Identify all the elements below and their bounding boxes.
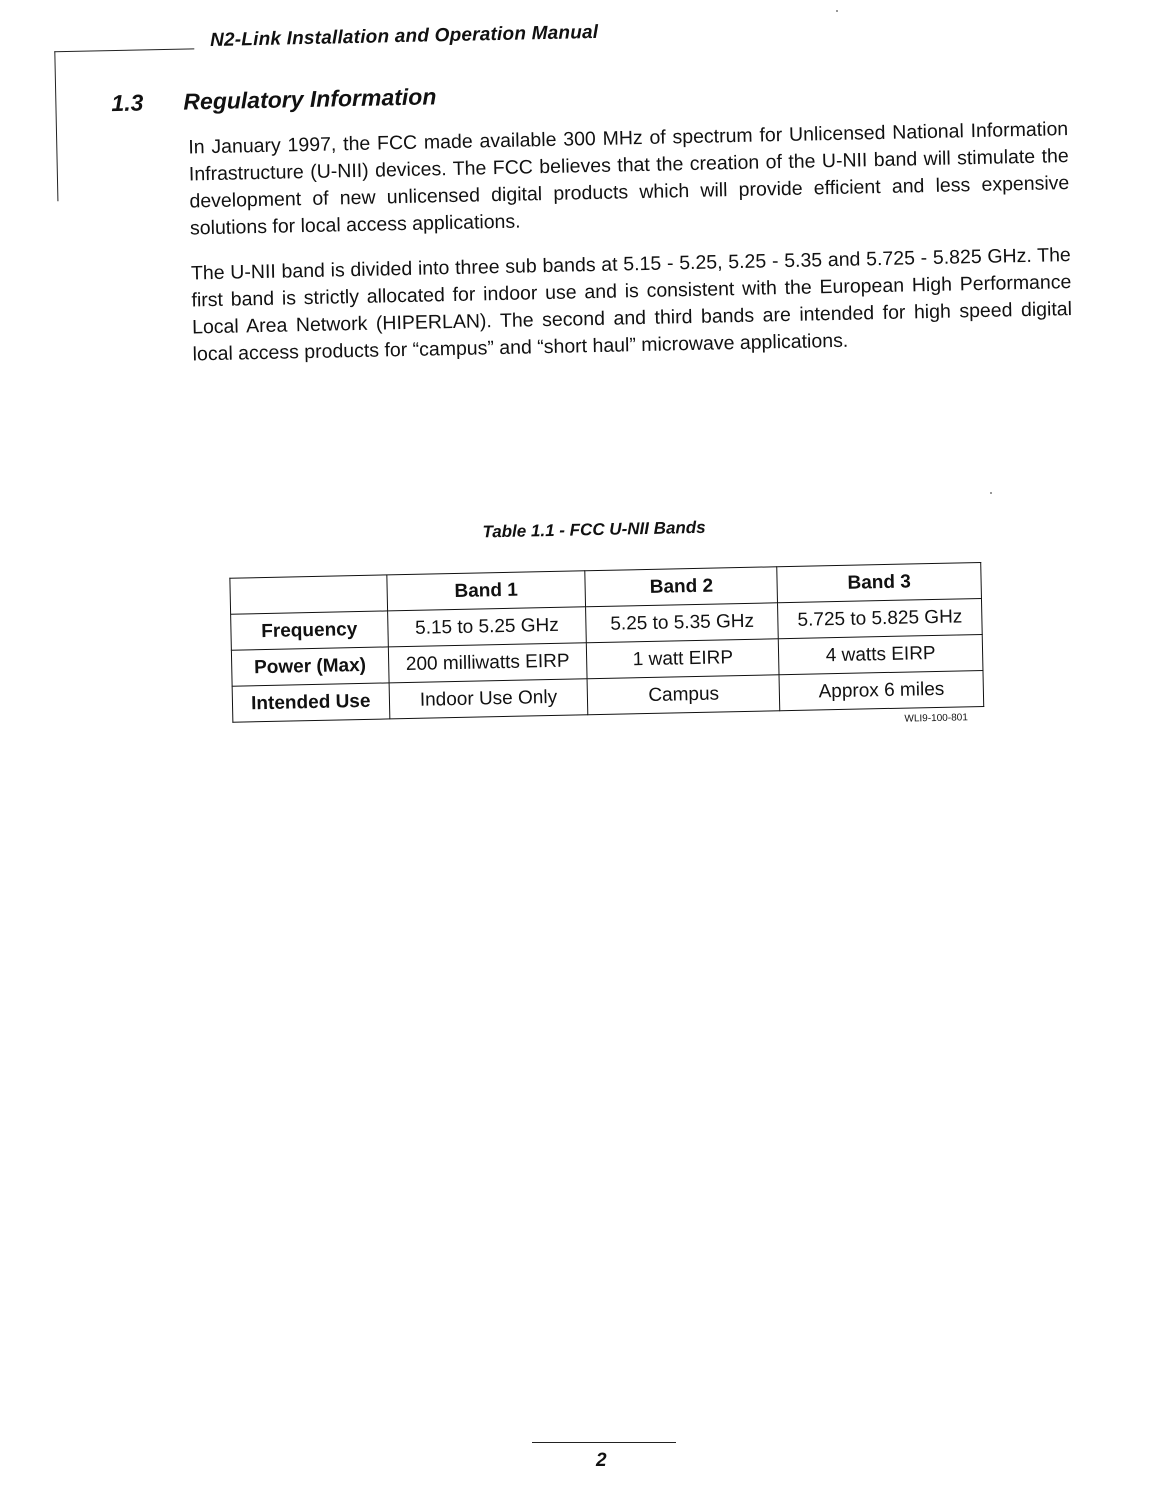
column-header-band-1: Band 1 (386, 571, 585, 611)
table-header-corner (230, 575, 387, 614)
table-cell: 5.25 to 5.35 GHz (586, 603, 778, 643)
page-number: 2 (596, 1450, 607, 1471)
fcc-bands-table (229, 562, 984, 723)
table-cell: Campus (587, 675, 779, 715)
table-cell: 5.15 to 5.25 GHz (387, 607, 586, 647)
header-rule (54, 48, 194, 52)
table-cell: 4 watts EIRP (778, 634, 983, 674)
section-title: Regulatory Information (183, 83, 437, 115)
running-head: N2-Link Installation and Operation Manual (209, 21, 599, 52)
table-cell: 1 watt EIRP (587, 639, 779, 679)
column-header-band-2: Band 2 (585, 567, 777, 607)
paragraph-intro: In January 1997, the FCC made available 300 MHz of spectrum for Unlicensed National Information Infrastructure (U-NII) devices. The FCC believes that the creation of the U-NII band will stimulate the development of new unlicensed digital products which will provide efficient and less expensive solutions for local access applications. (188, 118, 1070, 240)
table-cell: 5.725 to 5.825 GHz (778, 598, 983, 638)
scan-speck (836, 10, 838, 12)
column-header-band-3: Band 3 (777, 562, 982, 602)
table-cell: 200 milliwatts EIRP (388, 643, 587, 683)
margin-rule (54, 51, 58, 201)
row-label-intended-use: Intended Use (232, 683, 389, 722)
footer-rule (532, 1442, 676, 1443)
table-caption: Table 1.1 - FCC U-NII Bands (482, 517, 706, 542)
section-number: 1.3 (111, 89, 144, 117)
table-cell: Indoor Use Only (389, 679, 588, 719)
table-cell: Approx 6 miles (779, 670, 984, 710)
scan-speck (990, 492, 992, 494)
row-label-power: Power (Max) (231, 647, 388, 686)
document-code: WLI9-100-801 (904, 712, 968, 725)
paragraph-sub-bands: The U-NII band is divided into three sub bands at 5.15 - 5.25, 5.25 - 5.35 and 5.725 - 5.825 GHz. The first band is strictly allocated for indoor use and is consistent with the European High Performance Local Area Network (HIPERLAN). The second and third bands are intended for high speed digital local access products for “campus” and “short haul” microwave applications. (190, 244, 1073, 366)
row-label-frequency: Frequency (231, 611, 388, 650)
